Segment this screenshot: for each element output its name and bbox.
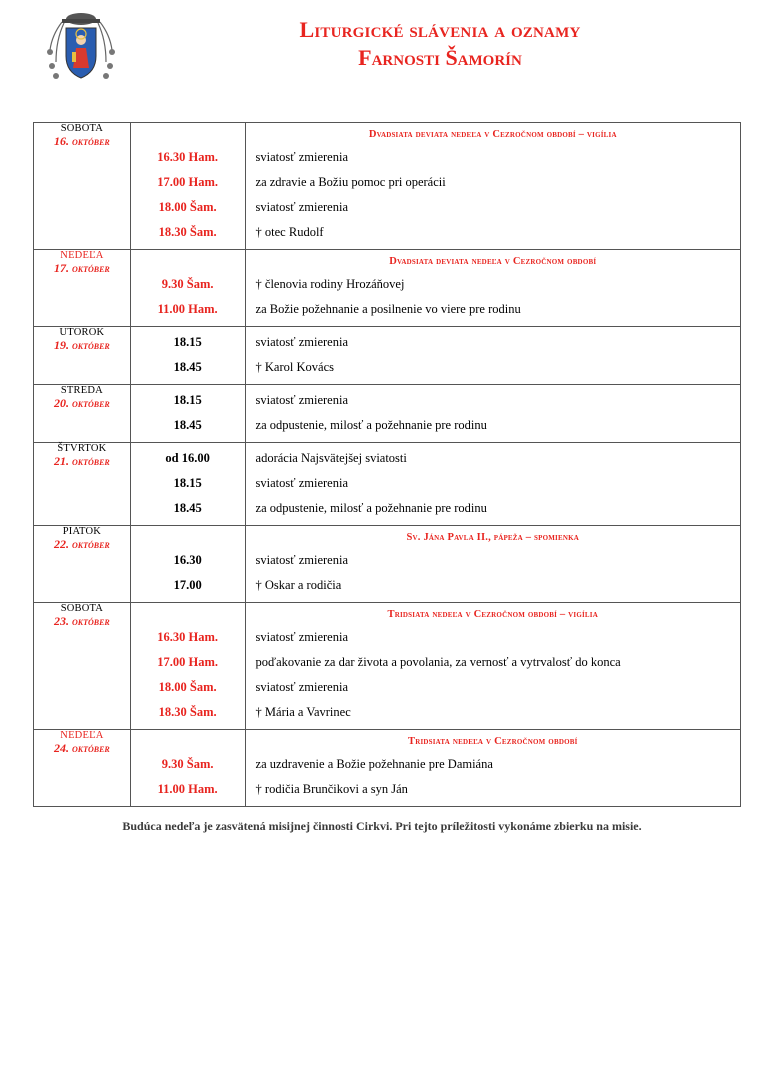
mass-intention: za odpustenie, milosť a požehnanie pre rodinu bbox=[255, 418, 487, 432]
day-name: STREDA bbox=[60, 385, 103, 396]
intention-cell bbox=[245, 385, 740, 443]
day-name: UTOROK bbox=[59, 327, 105, 338]
day-cell bbox=[34, 385, 131, 443]
intention-cell bbox=[245, 443, 740, 526]
mass-intention: sviatosť zmierenia bbox=[255, 630, 348, 644]
day-date bbox=[54, 261, 110, 276]
mass-intention: † otec Rudolf bbox=[255, 225, 324, 239]
mass-intention: za Božie požehnanie a posilnenie vo viere pre rodinu bbox=[255, 302, 521, 316]
time-cell bbox=[130, 730, 245, 807]
mass-time: 18.00 Šam. bbox=[158, 680, 217, 694]
schedule-row bbox=[34, 443, 741, 526]
mass-time: 18.15 bbox=[173, 393, 202, 407]
mass-intention: sviatosť zmierenia bbox=[255, 335, 348, 349]
time-cell bbox=[130, 385, 245, 443]
mass-time: 17.00 Ham. bbox=[157, 655, 219, 669]
mass-intention: adorácia Najsvätejšej sviatosti bbox=[255, 451, 407, 465]
mass-time: 16.30 Ham. bbox=[157, 150, 219, 164]
date-month: október bbox=[71, 454, 110, 468]
date-month: október bbox=[71, 614, 110, 628]
date-number: 24. bbox=[53, 741, 69, 755]
day-name: NEDEĽA bbox=[60, 250, 104, 261]
mass-time: 18.45 bbox=[173, 360, 202, 374]
date-month: október bbox=[71, 261, 110, 275]
schedule-table bbox=[33, 122, 741, 807]
mass-intention: poďakovanie za dar života a povolania, za vernosť a vytrvalosť do konca bbox=[255, 655, 621, 669]
mass-intention: sviatosť zmierenia bbox=[255, 553, 348, 567]
mass-time: 18.15 bbox=[173, 335, 202, 349]
day-cell bbox=[34, 327, 131, 385]
mass-time: 18.15 bbox=[173, 476, 202, 490]
date-month: október bbox=[71, 741, 110, 755]
mass-intention: † Karol Kovács bbox=[255, 360, 334, 374]
mass-time: 18.45 bbox=[173, 501, 202, 515]
time-cell bbox=[130, 443, 245, 526]
time-cell bbox=[130, 250, 245, 327]
mass-intention: † rodičia Brunčikovi a syn Ján bbox=[255, 782, 408, 796]
schedule-row bbox=[34, 730, 741, 807]
day-date bbox=[54, 134, 110, 149]
schedule-row bbox=[34, 385, 741, 443]
day-cell bbox=[34, 123, 131, 250]
mass-time: 11.00 Ham. bbox=[157, 302, 218, 316]
day-cell bbox=[34, 443, 131, 526]
intention-cell bbox=[245, 123, 740, 250]
mass-time: 9.30 Šam. bbox=[161, 757, 214, 771]
date-number: 16. bbox=[53, 134, 69, 148]
liturgical-note: Dvadsiata deviata nedeľa v Cezročnom období – vigília bbox=[368, 128, 617, 140]
date-number: 20. bbox=[53, 396, 69, 410]
date-month: október bbox=[71, 338, 110, 352]
title-line-2: Farnosti Šamorín bbox=[358, 45, 522, 70]
mass-intention: za uzdravenie a Božie požehnanie pre Damiána bbox=[255, 757, 493, 771]
schedule-row bbox=[34, 123, 741, 250]
mass-time: 17.00 bbox=[173, 578, 202, 592]
date-number: 19. bbox=[53, 338, 69, 352]
day-date bbox=[54, 537, 110, 552]
schedule-row bbox=[34, 526, 741, 603]
mass-intention: za odpustenie, milosť a požehnanie pre rodinu bbox=[255, 501, 487, 515]
mass-intention: † členovia rodiny Hrozáňovej bbox=[255, 277, 405, 291]
mass-intention: sviatosť zmierenia bbox=[255, 680, 348, 694]
mass-time: 18.30 Šam. bbox=[158, 225, 217, 239]
day-name: NEDEĽA bbox=[60, 730, 104, 741]
liturgical-note: Tridsiata nedeľa v Cezročnom období bbox=[408, 735, 578, 747]
page-title bbox=[200, 16, 680, 72]
footer-announcement: Budúca nedeľa je zasvätená misijnej činnosti Cirkvi. Pri tejto príležitosti vykonáme zbierku na misie. bbox=[122, 819, 642, 833]
intention-cell bbox=[245, 250, 740, 327]
mass-time: 16.30 Ham. bbox=[157, 630, 219, 644]
date-month: október bbox=[71, 134, 110, 148]
mass-intention: sviatosť zmierenia bbox=[255, 150, 348, 164]
day-cell bbox=[34, 250, 131, 327]
day-cell bbox=[34, 526, 131, 603]
mass-intention: sviatosť zmierenia bbox=[255, 393, 348, 407]
day-date bbox=[54, 454, 110, 469]
date-month: október bbox=[71, 396, 110, 410]
liturgical-note: Tridsiata nedeľa v Cezročnom období – vigília bbox=[387, 608, 598, 620]
mass-time: 18.30 Šam. bbox=[158, 705, 217, 719]
intention-cell bbox=[245, 730, 740, 807]
mass-time: 16.30 bbox=[173, 553, 202, 567]
mass-time: 18.00 Šam. bbox=[158, 200, 217, 214]
mass-intention: † Mária a Vavrinec bbox=[255, 705, 351, 719]
time-cell bbox=[130, 327, 245, 385]
intention-cell bbox=[245, 526, 740, 603]
day-name: SOBOTA bbox=[60, 603, 104, 614]
time-cell bbox=[130, 603, 245, 730]
mass-time: od 16.00 bbox=[165, 451, 210, 465]
day-cell bbox=[34, 603, 131, 730]
time-cell bbox=[130, 123, 245, 250]
mass-time: 9.30 Šam. bbox=[161, 277, 214, 291]
date-number: 22. bbox=[53, 537, 69, 551]
date-number: 21. bbox=[53, 454, 69, 468]
day-cell bbox=[34, 730, 131, 807]
schedule-row bbox=[34, 603, 741, 730]
date-number: 17. bbox=[53, 261, 69, 275]
parish-coat-of-arms-icon bbox=[42, 10, 120, 86]
date-number: 23. bbox=[53, 614, 69, 628]
day-date bbox=[54, 614, 110, 629]
intention-cell bbox=[245, 603, 740, 730]
mass-time: 17.00 Ham. bbox=[157, 175, 219, 189]
schedule-row bbox=[34, 250, 741, 327]
mass-intention: za zdravie a Božiu pomoc pri operácii bbox=[255, 175, 446, 189]
date-month: október bbox=[71, 537, 110, 551]
title-line-1: Liturgické slávenia a oznamy bbox=[299, 17, 581, 42]
mass-time: 18.45 bbox=[173, 418, 202, 432]
mass-time: 11.00 Ham. bbox=[157, 782, 218, 796]
mass-intention: sviatosť zmierenia bbox=[255, 200, 348, 214]
mass-intention: sviatosť zmierenia bbox=[255, 476, 348, 490]
day-name: PIATOK bbox=[62, 526, 102, 537]
time-cell bbox=[130, 526, 245, 603]
day-name: SOBOTA bbox=[60, 123, 104, 134]
intention-cell bbox=[245, 327, 740, 385]
schedule-row bbox=[34, 327, 741, 385]
liturgical-note: Dvadsiata deviata nedeľa v Cezročnom období bbox=[389, 255, 597, 267]
day-name: ŠTVRTOK bbox=[57, 443, 107, 454]
mass-intention: † Oskar a rodičia bbox=[255, 578, 342, 592]
liturgical-note: Sv. Jána Pavla II., pápeža – spomienka bbox=[406, 531, 579, 543]
day-date bbox=[54, 396, 110, 411]
day-date bbox=[54, 338, 110, 353]
day-date bbox=[54, 741, 110, 756]
